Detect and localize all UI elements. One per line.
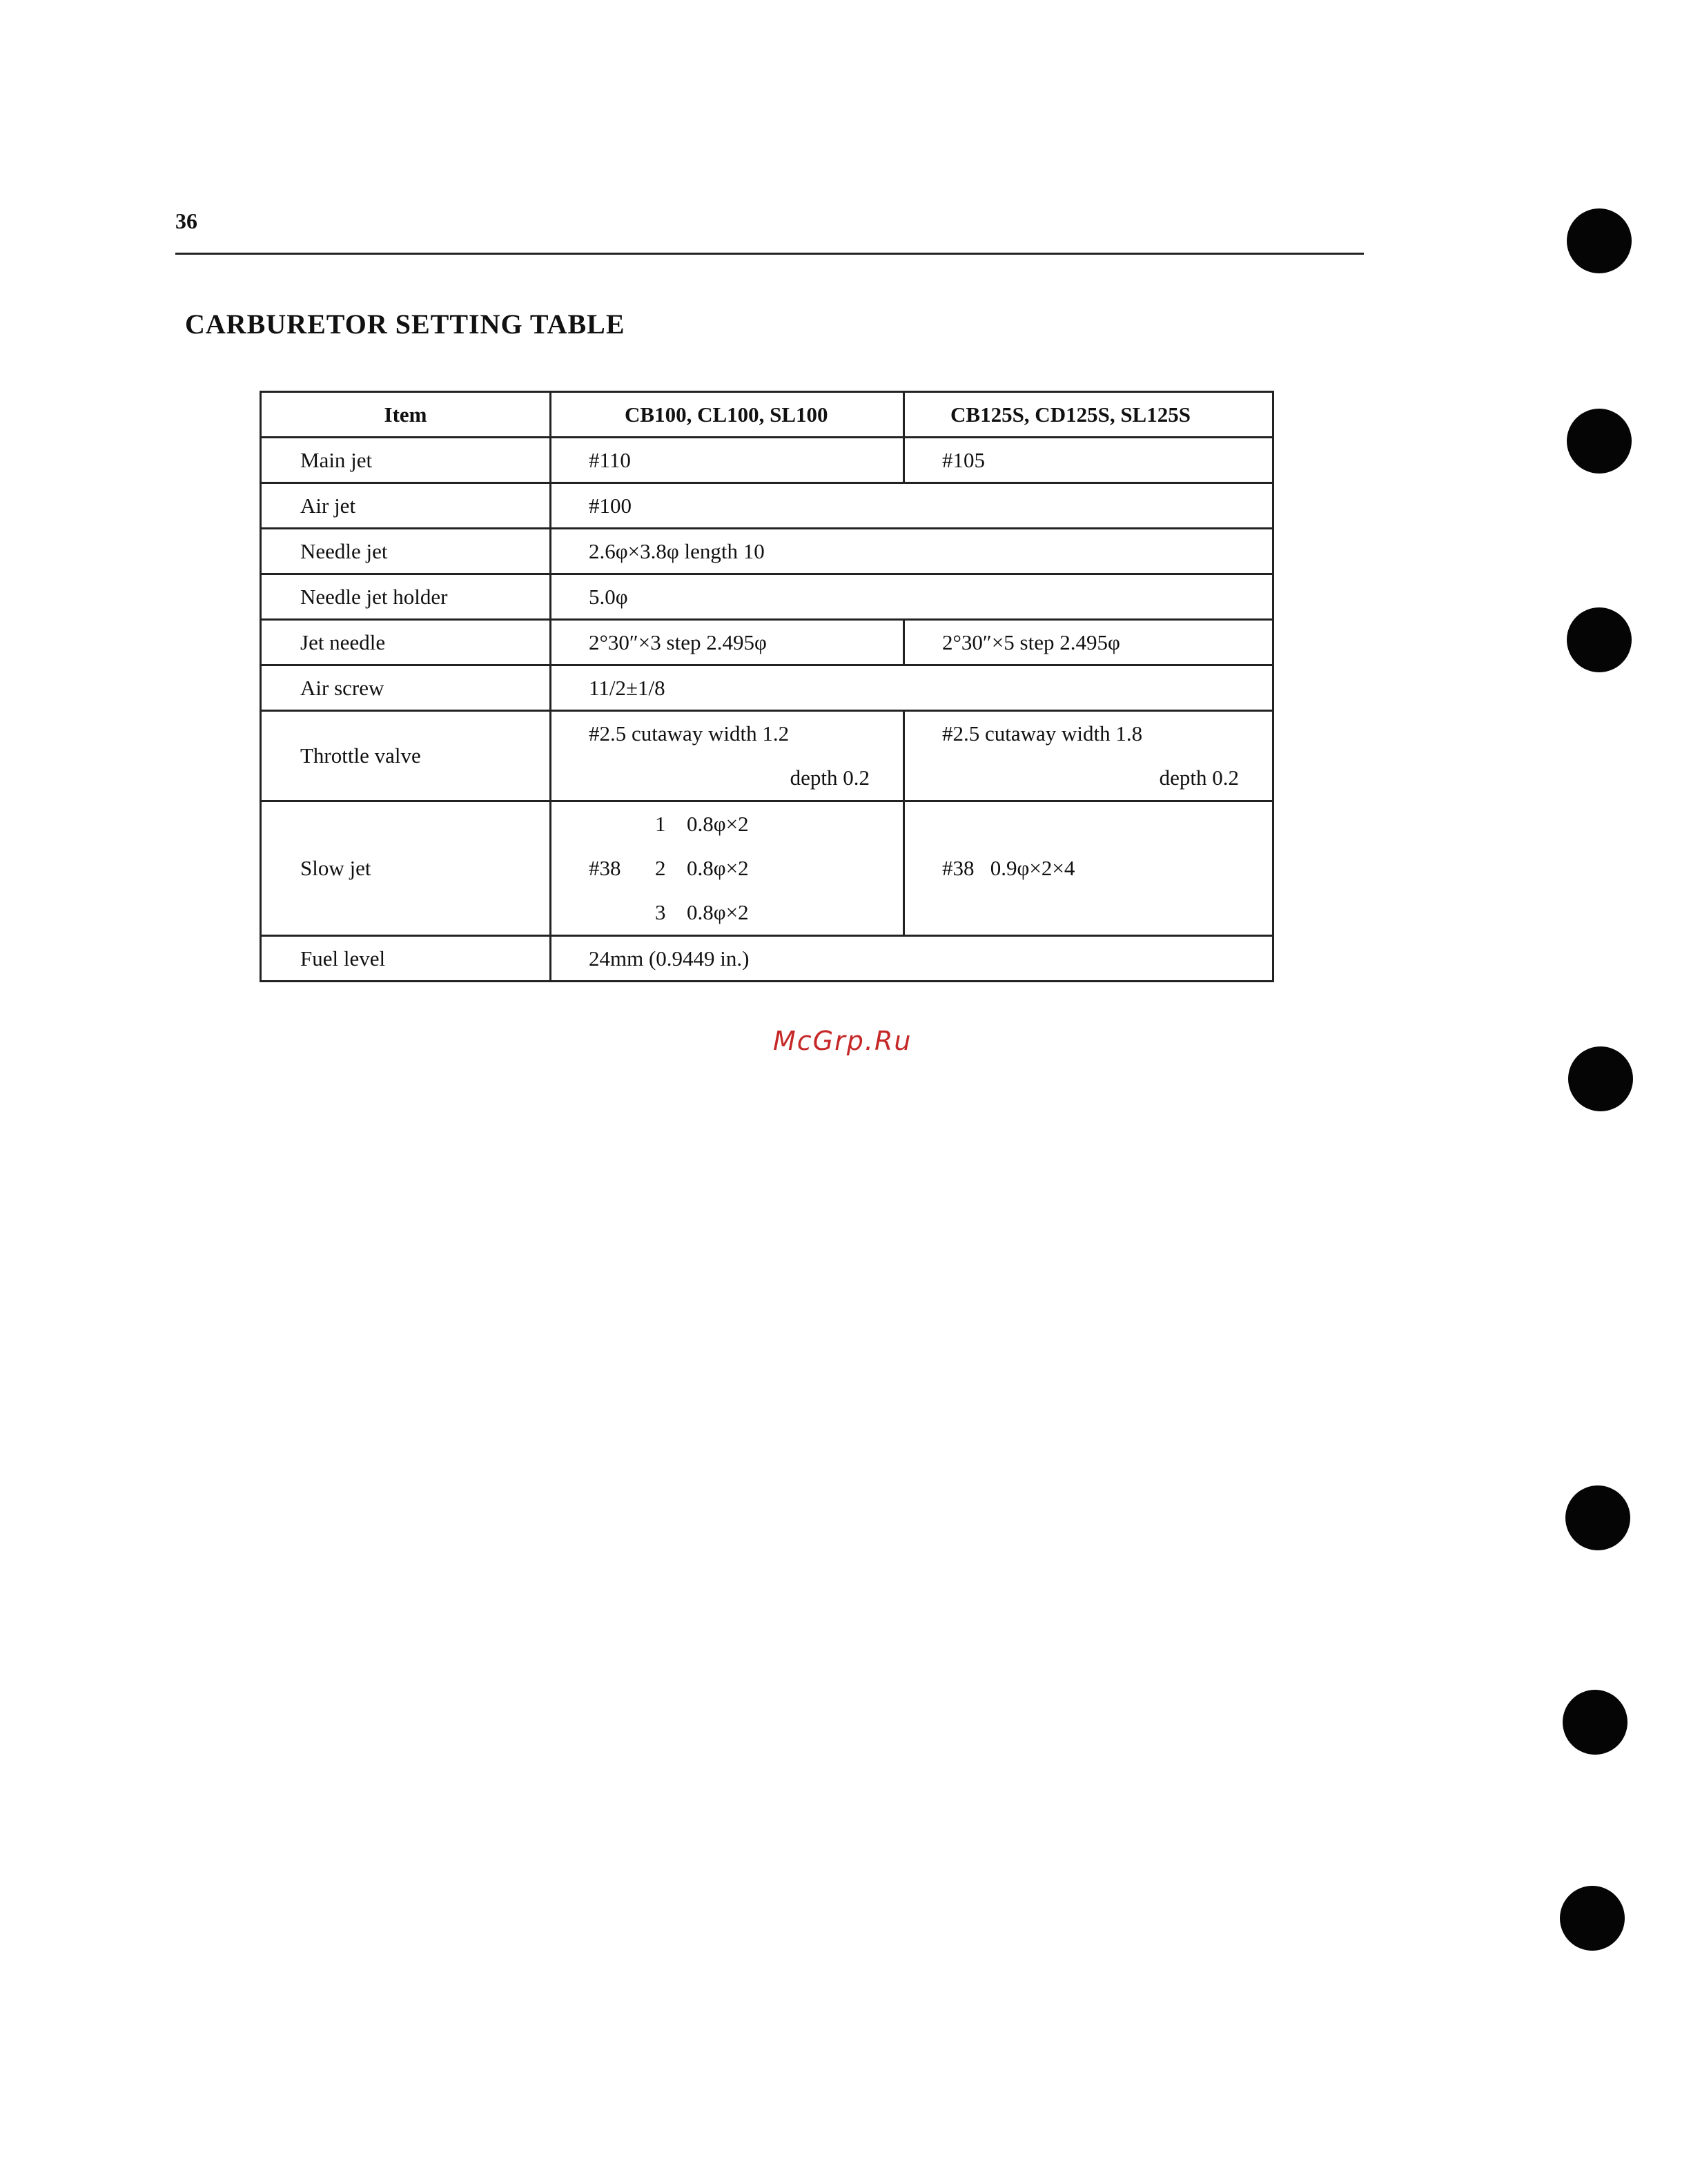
table-row: [261, 574, 1273, 620]
slow-jet-cb100: [551, 801, 904, 936]
jet-needle-cb100: 2°30″×3 step 2.495φ: [551, 620, 904, 665]
header-cb125: CB125S, CD125S, SL125S: [904, 392, 1273, 438]
main-jet-cb125: #105: [904, 438, 1273, 483]
table-row: [261, 711, 1273, 801]
row-label-fuel-level: Fuel level: [261, 936, 551, 982]
binder-hole: [1568, 1046, 1633, 1111]
table-row: [261, 620, 1273, 665]
table-row: [261, 483, 1273, 529]
throttle-valve-cb100-depth: depth 0.2: [790, 766, 870, 790]
main-jet-cb100: #110: [551, 438, 904, 483]
throttle-valve-cb125: [904, 711, 1273, 801]
binder-hole: [1567, 607, 1632, 672]
table-row: [261, 529, 1273, 574]
fuel-level-value: 24mm (0.9449 in.): [551, 936, 1273, 982]
needle-jet-value: 2.6φ×3.8φ length 10: [551, 529, 1273, 574]
throttle-valve-cb100-cutaway: #2.5 cutaway width 1.2: [589, 721, 790, 745]
slow-jet-cb125: #38 0.9φ×2×4: [904, 801, 1273, 936]
row-label-air-jet: Air jet: [261, 483, 551, 529]
row-label-throttle-valve: Throttle valve: [261, 711, 551, 801]
header-item: Item: [261, 392, 551, 438]
slow-jet-entry-size: 0.8φ×2: [687, 900, 749, 924]
table-row: [261, 438, 1273, 483]
table-row: [261, 801, 1273, 936]
throttle-valve-cb125-depth: depth 0.2: [1159, 766, 1239, 790]
row-label-needle-jet-holder: Needle jet holder: [261, 574, 551, 620]
binder-hole: [1567, 208, 1632, 273]
air-jet-value: #100: [551, 483, 1273, 529]
row-label-main-jet: Main jet: [261, 438, 551, 483]
carburetor-setting-table: [260, 391, 1274, 982]
table-row: [261, 936, 1273, 982]
binder-hole: [1563, 1690, 1628, 1755]
table-row: [261, 665, 1273, 711]
slow-jet-entry-no: 2: [655, 856, 666, 880]
row-label-needle-jet: Needle jet: [261, 529, 551, 574]
slow-jet-entry-no: 3: [655, 900, 666, 924]
watermark: McGrp.Ru: [773, 1026, 912, 1056]
header-cb100: CB100, CL100, SL100: [551, 392, 904, 438]
binder-hole: [1565, 1485, 1630, 1550]
binder-hole: [1560, 1886, 1625, 1951]
table-header-row: [261, 392, 1273, 438]
slow-jet-entry-no: 1: [655, 812, 666, 836]
page-number: 36: [175, 208, 197, 233]
air-screw-value: 11/2±1/8: [551, 665, 1273, 711]
slow-jet-entry-size: 0.8φ×2: [687, 812, 749, 836]
row-label-jet-needle: Jet needle: [261, 620, 551, 665]
throttle-valve-cb125-cutaway: #2.5 cutaway width 1.8: [942, 721, 1143, 745]
jet-needle-cb125: 2°30″×5 step 2.495φ: [904, 620, 1273, 665]
row-label-slow-jet: Slow jet: [261, 801, 551, 936]
row-label-air-screw: Air screw: [261, 665, 551, 711]
binder-hole: [1567, 409, 1632, 474]
slow-jet-cb100-number: #38: [589, 856, 621, 880]
header-rule: [175, 253, 1364, 255]
needle-jet-holder-value: 5.0φ: [551, 574, 1273, 620]
page-title: CARBURETOR SETTING TABLE: [185, 309, 625, 340]
slow-jet-entry-size: 0.8φ×2: [687, 856, 749, 880]
throttle-valve-cb100: [551, 711, 904, 801]
